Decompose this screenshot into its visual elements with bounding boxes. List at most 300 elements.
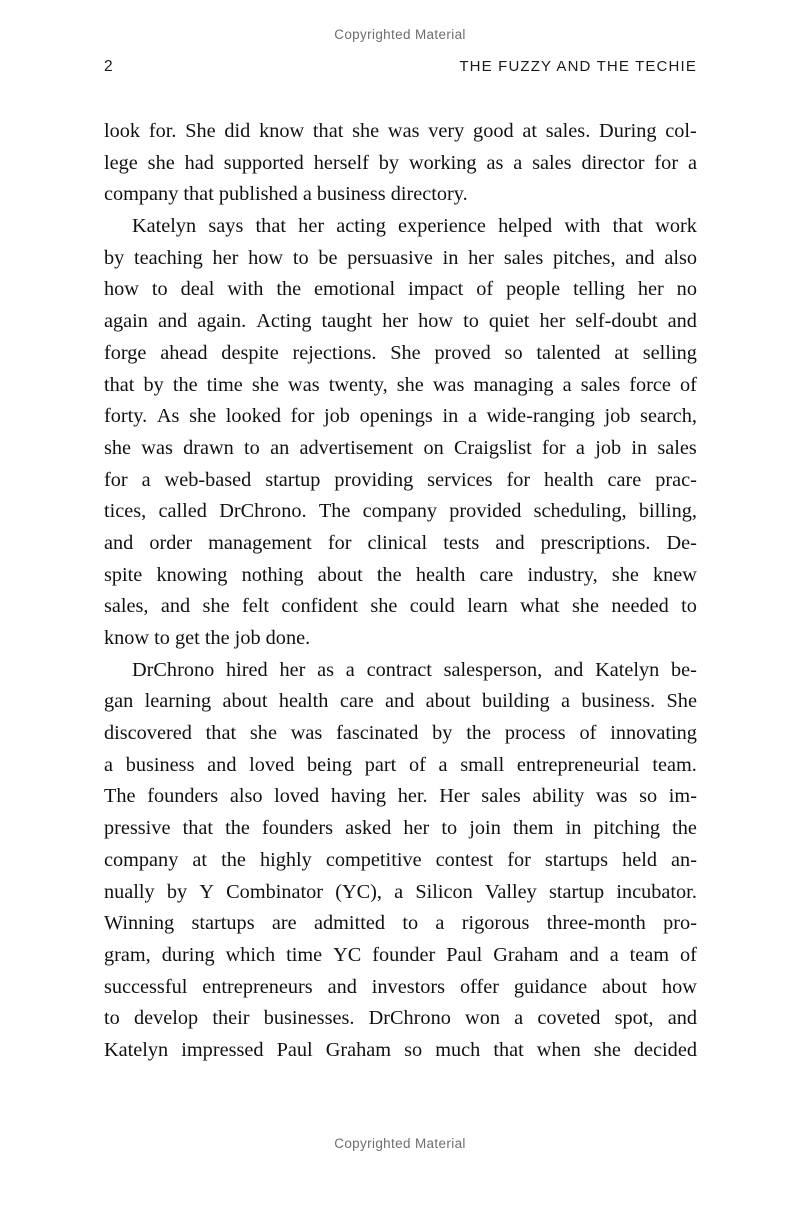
word: working [408,151,477,174]
word: Y [199,880,214,903]
word: to [681,595,697,618]
word: contest [435,848,494,871]
word: so [639,785,658,808]
word: health [278,690,329,713]
word: was [290,722,323,745]
word: the [221,848,246,871]
word: during [161,943,215,966]
word: a [513,151,523,174]
word: in [565,817,582,840]
word: her [637,278,664,301]
word: knew [653,563,697,586]
word: she [249,722,277,745]
word: nually [104,880,155,903]
word: pitching [593,817,660,840]
word: she [251,373,279,396]
word: and [327,975,357,998]
word: for [542,436,566,459]
word: time [206,373,243,396]
word: a [141,468,151,491]
word: she [202,595,230,618]
word: acting [336,215,386,238]
word: providing [334,468,414,491]
word: by [104,246,125,269]
word: ahead [160,341,208,364]
word: decided [633,1038,697,1061]
word: forge [104,341,147,364]
page-number: 2 [104,58,113,75]
word: team [629,943,670,966]
word: founders [147,785,219,808]
word: Katelyn [104,1038,169,1061]
word: of [579,722,597,745]
word: entrepreneurs [202,975,313,998]
word: much [435,1038,481,1061]
word: won [465,1007,500,1030]
word: them [512,817,554,840]
text-line: know to get the job done. [104,627,311,649]
word: persuasive [347,246,433,269]
text-line [104,243,697,275]
word: services [427,468,493,491]
word: col- [665,120,697,142]
word: and [667,1007,697,1030]
word: (YC), [335,880,382,903]
word: for [507,848,531,871]
word: pressive [104,817,171,840]
word: to [151,278,168,301]
text-line [104,528,697,560]
word: could [409,595,455,618]
word: salesperson, [443,658,543,681]
word: her [279,658,306,681]
word: knowing [156,563,228,586]
word: helped [498,215,553,238]
word: was [432,373,465,396]
word: billing, [638,500,697,523]
text-line [104,940,697,972]
word: to [292,246,309,269]
text-line [104,116,697,148]
text-line [104,591,697,623]
word: sales. [545,120,591,142]
word: again [104,310,148,333]
word: and [384,690,415,713]
word: rigorous [461,912,530,935]
word: how [248,246,284,269]
word: pro- [663,912,697,935]
word: pitches, [553,246,616,269]
word: prac- [655,468,697,491]
word: a [687,151,697,174]
word: business. [581,690,656,713]
word: provided [449,500,522,523]
word: as [486,151,504,174]
word: She [666,690,697,713]
word: process [504,722,566,745]
word: tests [443,531,480,554]
word: fascinated [336,722,419,745]
word: and [569,943,599,966]
word: the [276,278,302,301]
word: of [680,943,697,966]
word: about [317,563,363,586]
word: forty. [104,405,148,428]
word: which [225,943,276,966]
word: startups [544,848,608,871]
word: also [229,785,263,808]
running-head [104,58,697,78]
word: time [286,943,323,966]
word: Silicon [415,880,473,903]
word: for [327,531,352,554]
word: in [631,436,648,459]
word: Paul [446,943,483,966]
text-line [104,813,697,845]
word: order [149,531,193,554]
text-line [104,908,697,940]
text-line [104,718,697,750]
word: and [160,595,191,618]
word: deal [180,278,215,301]
word: emotional [314,278,396,301]
word: successful [104,975,188,998]
word: her [382,310,409,333]
word: talented [536,341,601,364]
word: DrChrono. [219,500,307,523]
word: how [104,278,139,301]
word: how [418,310,454,333]
word: ability [532,785,585,808]
word: advertisement [299,436,414,459]
word: that [312,120,344,142]
word: health [415,563,466,586]
word: the [672,817,697,840]
word: and [104,531,134,554]
word: prescriptions. [540,531,651,554]
text-line [104,370,697,402]
word: twenty, [328,373,388,396]
word: investors [371,975,446,998]
word: proved [434,341,491,364]
word: needed [611,595,669,618]
word: She [185,120,216,142]
word: Paul [276,1038,313,1061]
word: for. [148,120,177,142]
word: care [607,468,642,491]
text-line [104,433,697,465]
word: when [536,1038,581,1061]
word: having [330,785,387,808]
word: the [376,563,402,586]
word: to [104,1007,120,1030]
word: scheduling, [533,500,627,523]
text-line [104,845,697,877]
word: a [345,658,355,681]
word: her [212,246,239,269]
word: that [104,373,135,396]
word: a [514,1007,524,1030]
word: that [182,817,213,840]
word: Her [439,785,470,808]
word: had [184,151,214,174]
word: Acting [256,310,312,333]
word: her [298,215,325,238]
word: sales, [104,595,149,618]
word: the [466,722,492,745]
text-line [104,338,697,370]
body-text [104,116,697,1067]
word: Graham [493,943,559,966]
word: web-based [164,468,252,491]
word: did [224,120,251,142]
word: very [428,120,465,142]
word: her [403,817,430,840]
word: management [208,531,312,554]
word: are [271,912,297,935]
word: be [318,246,338,269]
word: she [396,373,424,396]
text-line [104,148,697,180]
word: spite [104,563,143,586]
word: a [435,912,445,935]
word: self-doubt [575,310,658,333]
word: wide-ranging [486,405,595,428]
word: was [595,785,628,808]
word: company [104,848,179,871]
word: highly [259,848,312,871]
word: health [544,468,594,491]
word: with [227,278,264,301]
word: YC [333,943,362,966]
word: join [469,817,501,840]
word: says [208,215,244,238]
word: small [460,753,505,776]
word: force [629,373,671,396]
word: to [463,310,479,333]
word: as [317,658,335,681]
word: about [425,690,471,713]
text-line [104,560,697,592]
word: to [441,817,458,840]
word: also [664,246,697,269]
text-line [104,465,697,497]
word: building [482,690,550,713]
word: so [404,1038,423,1061]
text-line [104,655,697,687]
text-line [104,781,697,813]
word: search, [640,405,697,428]
word: again. [197,310,247,333]
word: on [423,436,444,459]
word: at [192,848,208,871]
word: contract [366,658,432,681]
word: that [255,215,286,238]
word: DrChrono [368,1007,451,1030]
word: a [467,405,477,428]
word: she [571,595,599,618]
word: industry, [527,563,598,586]
word: founder [372,943,436,966]
word: sales [580,373,621,396]
text-line [104,1003,697,1035]
word: for [104,468,128,491]
word: part [364,753,397,776]
word: how [662,975,697,998]
text-line [104,686,697,718]
word: and [667,310,697,333]
word: work [655,215,697,238]
word: by [378,151,400,174]
word: discovered [104,722,192,745]
word: in [442,246,459,269]
word: company [362,500,437,523]
word: care [339,690,374,713]
word: she [611,563,639,586]
text-line: company that published a business directory. [104,183,468,206]
word: of [408,753,426,776]
word: was [141,436,173,459]
word: business [125,753,195,776]
word: by [432,722,453,745]
word: she [147,151,175,174]
word: to [244,436,260,459]
book-title: THE FUZZY AND THE TECHIE [459,58,697,75]
word: innovating [610,722,697,745]
word: admitted [314,912,385,935]
word: called [158,500,207,523]
word: impressed [181,1038,264,1061]
text-line [104,972,697,1004]
word: about [222,690,268,713]
word: Combinator [226,880,324,903]
word: gan [104,690,134,713]
word: job [604,405,631,428]
word: rejections. [292,341,377,364]
word: of [476,278,494,301]
word: Valley [484,880,537,903]
text-line [104,211,697,243]
word: As [156,405,180,428]
word: sales [657,436,697,459]
word: Katelyn [132,215,197,238]
word: the [172,373,198,396]
word: being [306,753,352,776]
word: herself [313,151,369,174]
word: looked [225,405,281,428]
word: sales [481,785,521,808]
word: businesses. [263,1007,355,1030]
word: she [593,1038,621,1061]
word: loved [249,753,295,776]
word: Katelyn [595,658,660,681]
word: despite [221,341,279,364]
word: coveted [537,1007,601,1030]
word: impact [408,278,464,301]
word: she [189,405,217,428]
paragraph [104,655,697,1067]
word: what [520,595,560,618]
word: De- [666,531,697,554]
paragraph [104,116,697,211]
word: she [370,595,398,618]
word: taught [321,310,373,333]
word: teaching [134,246,203,269]
text-line [104,877,697,909]
word: people [506,278,561,301]
word: openings [359,405,433,428]
word: selling [642,341,697,364]
word: team. [652,753,697,776]
word: She [390,341,421,364]
word: to [402,912,419,935]
word: that [205,722,237,745]
copyright-watermark-bottom: Copyrighted Material [334,1136,466,1151]
word: managing [473,373,554,396]
word: startup [265,468,321,491]
word: her [468,246,495,269]
word: a [104,753,114,776]
word: im- [668,785,697,808]
word: their [212,1007,250,1030]
word: no [676,278,697,301]
word: for [654,151,679,174]
word: The [318,500,351,523]
word: three-month [546,912,646,935]
word: a [438,753,448,776]
word: asked [345,817,392,840]
word: a [560,690,570,713]
word: and [207,753,237,776]
word: held [622,848,657,871]
word: and [554,658,584,681]
text-line [104,401,697,433]
word: her. [397,785,428,808]
word: her [539,310,566,333]
word: offer [459,975,499,998]
word: startups [191,912,255,935]
word: DrChrono [132,658,215,681]
word: clinical [367,531,428,554]
word: was [387,120,420,142]
text-line [104,750,697,782]
word: at [522,120,538,142]
word: competitive [325,848,422,871]
word: learning [144,690,212,713]
word: an [270,436,290,459]
word: startup [548,880,605,903]
copyright-watermark-top: Copyrighted Material [334,27,466,42]
word: telling [573,278,625,301]
word: by [166,880,188,903]
word: During [599,120,657,142]
word: loved [274,785,320,808]
word: The [104,785,136,808]
word: she [352,120,380,142]
word: care [479,563,514,586]
word: job [595,436,622,459]
word: confident [281,595,358,618]
word: incubator. [616,880,697,903]
word: learn [467,595,508,618]
word: entrepreneurial [516,753,640,776]
word: sales [503,246,544,269]
text-line [104,496,697,528]
word: quiet [488,310,530,333]
word: for [506,468,531,491]
word: good [473,120,514,142]
word: about [602,975,648,998]
